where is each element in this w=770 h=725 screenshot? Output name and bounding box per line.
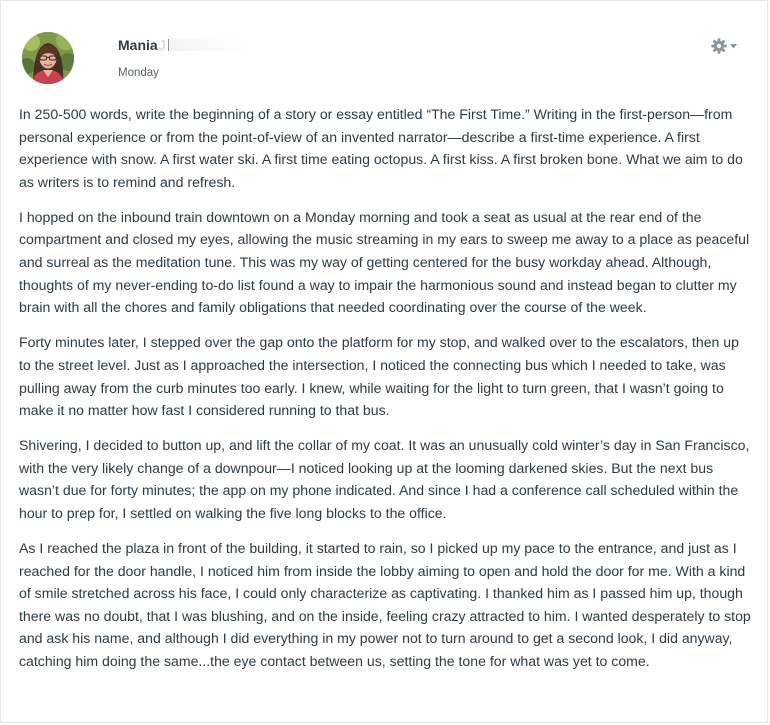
avatar-image xyxy=(22,32,74,84)
author-name[interactable]: Mania xyxy=(118,37,158,53)
message-paragraph: In 250-500 words, write the beginning of a story or essay entitled “The First Time.” Writing in the first-person—from personal experience or from the point-of-view of an invented narrator—describe a first-time experience. A first experience with snow. A first water ski. A first time eating octopus. A first kiss. A first broken bone. What we aim to do as writers is to remind and refresh. xyxy=(19,106,743,190)
author-block xyxy=(118,37,247,79)
redacted-name xyxy=(168,39,247,51)
caret-down-icon xyxy=(730,44,737,49)
author-name-suffix[interactable]: J xyxy=(158,37,166,53)
avatar[interactable] xyxy=(22,32,74,84)
message-paragraph: As I reached the plaza in front of the building, it started to rain, so I picked up my pace to the entrance, and just as I reached for the door handle, I noticed him from inside the lobby aiming to open and hold the door for me. With a kind of smile stretched across his face, I could only characterize as captivating. I thanked him as I passed him up, though there was no doubt, that I was blushing, and on the inside, feeling crazy attracted to him. I wanted desperately to stop and ask his name, and although I did everything in my power not to turn around to get a second look, I did anyway, catching him doing the same...the eye contact between us, setting the tone for what was yet to come. xyxy=(19,540,751,670)
entry-header xyxy=(1,1,767,96)
post-date: Monday xyxy=(118,67,159,79)
message-paragraph: Shivering, I decided to button up, and lift the collar of my coat. It was an unusually cold winter’s day in San Francisco, with the very likely change of a downpour—I noticed looking up at the looming darkened skies. But the next bus wasn’t due for forty minutes; the app on my phone indicated. And since I had a conference call scheduled within the hour to prep for, I settled on walking the five long blocks to the office. xyxy=(19,437,750,521)
settings-menu-button[interactable] xyxy=(711,38,737,54)
message-paragraph: Forty minutes later, I stepped over the gap onto the platform for my stop, and walked over to the escalators, then up to the street level. Just as I approached the intersection, I noticed the connecting bus which I needed to take, was pulling away from the curb minutes too early. I knew, while waiting for the light to turn green, that I wasn’t going to make it no matter how fast I considered running to that bus. xyxy=(19,334,739,419)
gear-icon xyxy=(711,38,727,54)
message-body xyxy=(19,103,753,685)
message-paragraph: I hopped on the inbound train downtown on a Monday morning and took a seat as usual at the rear end of the compartment and closed my eyes, allowing the music streaming in my ears to sweep me away to a place as peaceful and surreal as the meditation tune. This was my way of getting centered for the busy workday ahead. Although, thoughts of my never-ending to-do list found a way to impair the harmonious sound and instead began to clutter my brain with all the chores and family obligations that needed coordinating over the course of the week. xyxy=(19,208,750,316)
